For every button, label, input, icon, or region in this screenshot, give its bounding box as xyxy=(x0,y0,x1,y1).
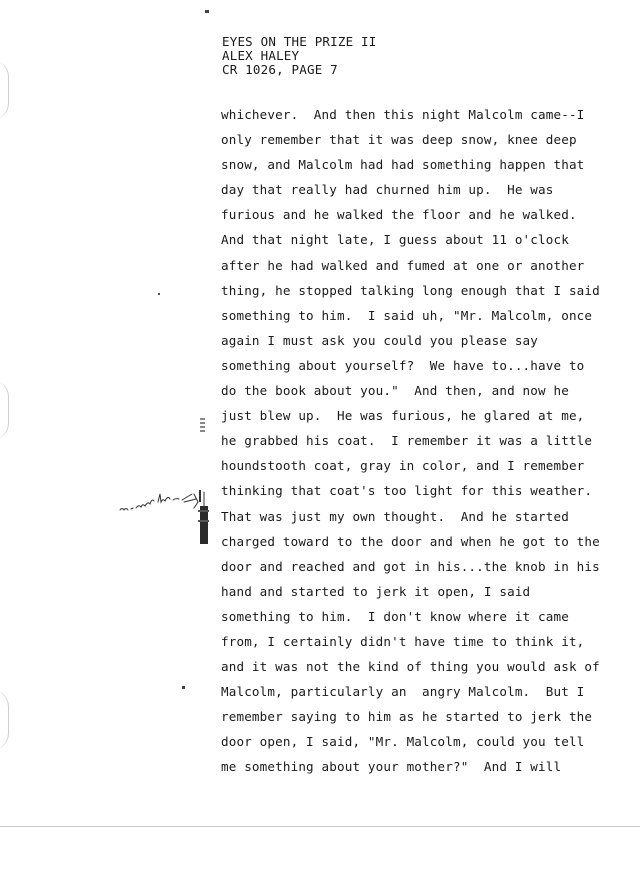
transcript-body xyxy=(221,102,621,780)
transcript-line: just blew up. He was furious, he glared at me, xyxy=(221,408,585,424)
transcript-line: door open, I said, "Mr. Malcolm, could you tell xyxy=(221,734,585,750)
transcript-line: thinking that coat's too light for this weather. xyxy=(221,483,593,499)
transcript-line: thing, he stopped talking long enough that I said xyxy=(221,282,600,298)
binder-hole-mark xyxy=(0,60,9,120)
transcript-line: furious and he walked the floor and he walked. xyxy=(221,207,577,223)
scan-speck xyxy=(200,418,205,432)
header-program-title: EYES ON THE PRIZE II xyxy=(222,34,377,49)
transcript-line: me something about your mother?" And I will xyxy=(221,759,562,775)
transcript-line: whichever. And then this night Malcolm came--I xyxy=(221,107,585,122)
scan-speck xyxy=(182,686,185,689)
transcript-line: houndstooth coat, gray in color, and I remember xyxy=(221,458,585,474)
scan-speck xyxy=(205,10,209,13)
transcript-line: snow, and Malcolm had had something happen that xyxy=(221,157,585,173)
transcript-line: do the book about you." And then, and now he xyxy=(221,383,569,399)
header-interviewee: ALEX HALEY xyxy=(222,48,300,63)
transcript-line: hand and started to jerk it open, I said xyxy=(221,583,531,599)
transcript-line: he grabbed his coat. I remember it was a little xyxy=(221,433,593,449)
header-reference: CR 1026, PAGE 7 xyxy=(222,62,338,77)
transcript-line: something to him. I said uh, "Mr. Malcolm, once xyxy=(221,307,593,323)
transcript-line: day that really had churned him up. He was xyxy=(221,182,554,198)
transcript-line: something about yourself? We have to...have to xyxy=(221,357,585,373)
transcript-line: And that night late, I guess about 11 o'clock xyxy=(221,232,569,248)
handwritten-margin-note xyxy=(118,488,210,518)
transcript-line: only remember that it was deep snow, knee deep xyxy=(221,132,577,148)
transcript-line: again I must ask you could you please say xyxy=(221,332,539,348)
binder-hole-mark xyxy=(0,380,9,440)
transcript-line: and it was not the kind of thing you would ask of xyxy=(221,659,600,675)
scan-smudge-mark xyxy=(198,490,209,546)
transcript-line: Malcolm, particularly an angry Malcolm. But I xyxy=(221,684,585,700)
transcript-line: after he had walked and fumed at one or another xyxy=(221,257,585,273)
document-header xyxy=(222,35,377,77)
transcript-line: something to him. I don't know where it came xyxy=(221,608,569,624)
transcript-line: from, I certainly didn't have time to think it, xyxy=(221,633,585,649)
transcript-line: door and reached and got in his...the knob in his xyxy=(221,558,600,574)
binder-hole-mark xyxy=(0,690,9,750)
transcript-line: charged toward to the door and when he got to the xyxy=(221,533,600,549)
scan-speck xyxy=(158,293,160,295)
transcript-line: That was just my own thought. And he started xyxy=(221,508,569,524)
transcript-line: remember saying to him as he started to jerk the xyxy=(221,709,593,725)
scan-page-edge xyxy=(0,826,640,827)
